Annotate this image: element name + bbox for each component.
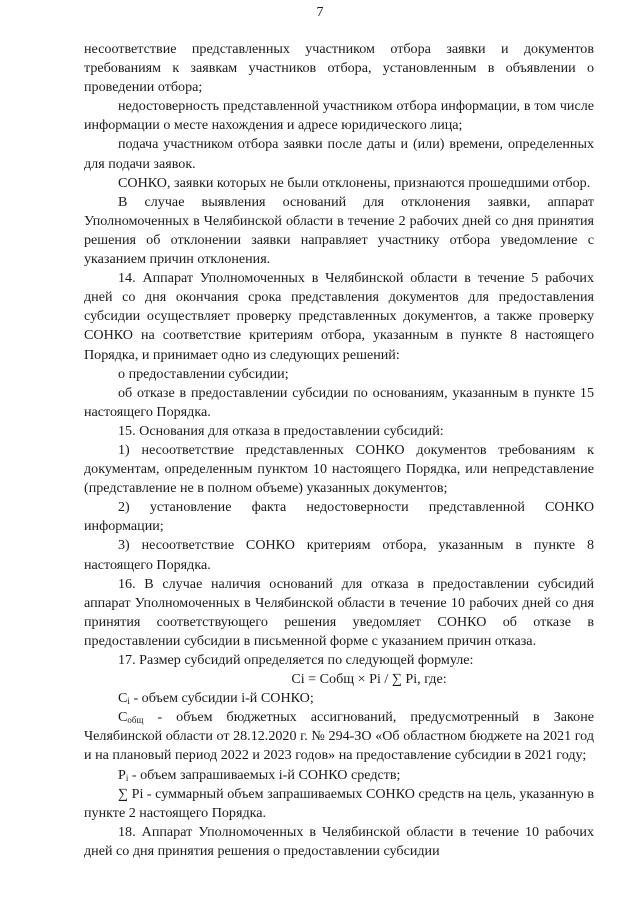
subsidy-formula: Ci = Cобщ × Pi / ∑ Pi, где: — [291, 671, 447, 688]
definition — [84, 689, 594, 708]
paragraph: несоответствие представленных участником отбора заявки и документов требованиям к заявкам участников отбора, установленным в объявлении о проведении отбора; — [84, 41, 594, 96]
paragraph: 14. Аппарат Уполномоченных в Челябинской области в течение 5 рабочих дней со дня окончания срока представления документов для предоставления субсидии осуществляет проверку представленных документов, а также проверку СОНКО на соответствие критериям отбора, указанным в пункте 8 настоящего Порядка, и принимает одно из следующих решений: — [84, 270, 594, 363]
definition-symbol: C — [118, 709, 128, 726]
paragraph: о предоставлении субсидии; — [118, 365, 289, 382]
definition — [84, 708, 594, 765]
paragraph: В случае выявления оснований для отклонения заявки, аппарат Уполномоченных в Челябинской области в течение 2 рабочих дней со дня принятия решения об отклонении заявки направляет участнику отбора уведомление с указанием причин отклонения. — [84, 193, 594, 268]
document-body — [84, 40, 594, 861]
paragraph: недостоверность представленной участником отбора информации, в том числе информации о месте нахождения и адресе юридического лица; — [84, 98, 594, 134]
paragraph: об отказе в предоставлении субсидии по основаниям, указанным в пункте 15 настоящего Порядка. — [84, 384, 594, 420]
page-number: 7 — [316, 5, 324, 20]
paragraph: 18. Аппарат Уполномоченных в Челябинской области в течение 10 рабочих дней со дня принятия решения о предоставлении субсидии — [84, 823, 594, 859]
definition-symbol: ∑ Pi — [118, 785, 144, 802]
definition-text: - объем запрашиваемых i-й СОНКО средств; — [128, 766, 401, 783]
paragraph: 15. Основания для отказа в предоставлении субсидий: — [118, 422, 444, 439]
paragraph: 16. В случае наличия оснований для отказа в предоставлении субсидий аппарат Уполномоченных в Челябинской области в течение 10 рабочих дней со дня принятия соответствующего решения уведомляет СОНКО об отказе в предоставлении субсидии в письменной форме с указанием причин отказа. — [84, 575, 594, 649]
paragraph: 2) установление факта недостоверности представленной СОНКО информации; — [84, 499, 594, 535]
definition-text: - объем бюджетных ассигнований, предусмотренный в Законе Челябинской области от 28.12.2020 г. № 294-ЗО «Об областном бюджете на 2021 год и на плановый период 2022 и 2023 годов» на предоставление субсидии в 2021 году; — [84, 709, 594, 764]
definition-subscript: i — [125, 772, 129, 783]
definition-subscript: общ — [127, 715, 144, 726]
definition — [84, 766, 594, 785]
paragraph: 17. Размер субсидий определяется по следующей формуле: — [118, 652, 474, 668]
definition-text: - суммарный объем запрашиваемых СОНКО средств на цель, указанную в пункте 2 настоящего Порядка. — [84, 785, 594, 821]
definition — [84, 785, 594, 823]
paragraph: 3) несоответствие СОНКО критериям отбора, указанным в пункте 8 настоящего Порядка. — [84, 537, 594, 573]
definition-subscript: i — [127, 696, 130, 707]
paragraph: 1) несоответствие представленных СОНКО документов требованиям к документам, определенным пунктом 10 настоящего Порядка, или непредставление (представление не в полном объеме) указанных документов; — [84, 441, 594, 497]
paragraph: СОНКО, заявки которых не были отклонены, признаются прошедшими отбор. — [118, 174, 591, 191]
definition-text: - объем субсидии i-й СОНКО; — [129, 690, 314, 707]
definition-symbol: P — [118, 766, 126, 783]
definition-symbol: C — [118, 690, 128, 707]
paragraph: подача участником отбора заявки после даты и (или) времени, определенных для подачи заявок. — [84, 136, 594, 172]
